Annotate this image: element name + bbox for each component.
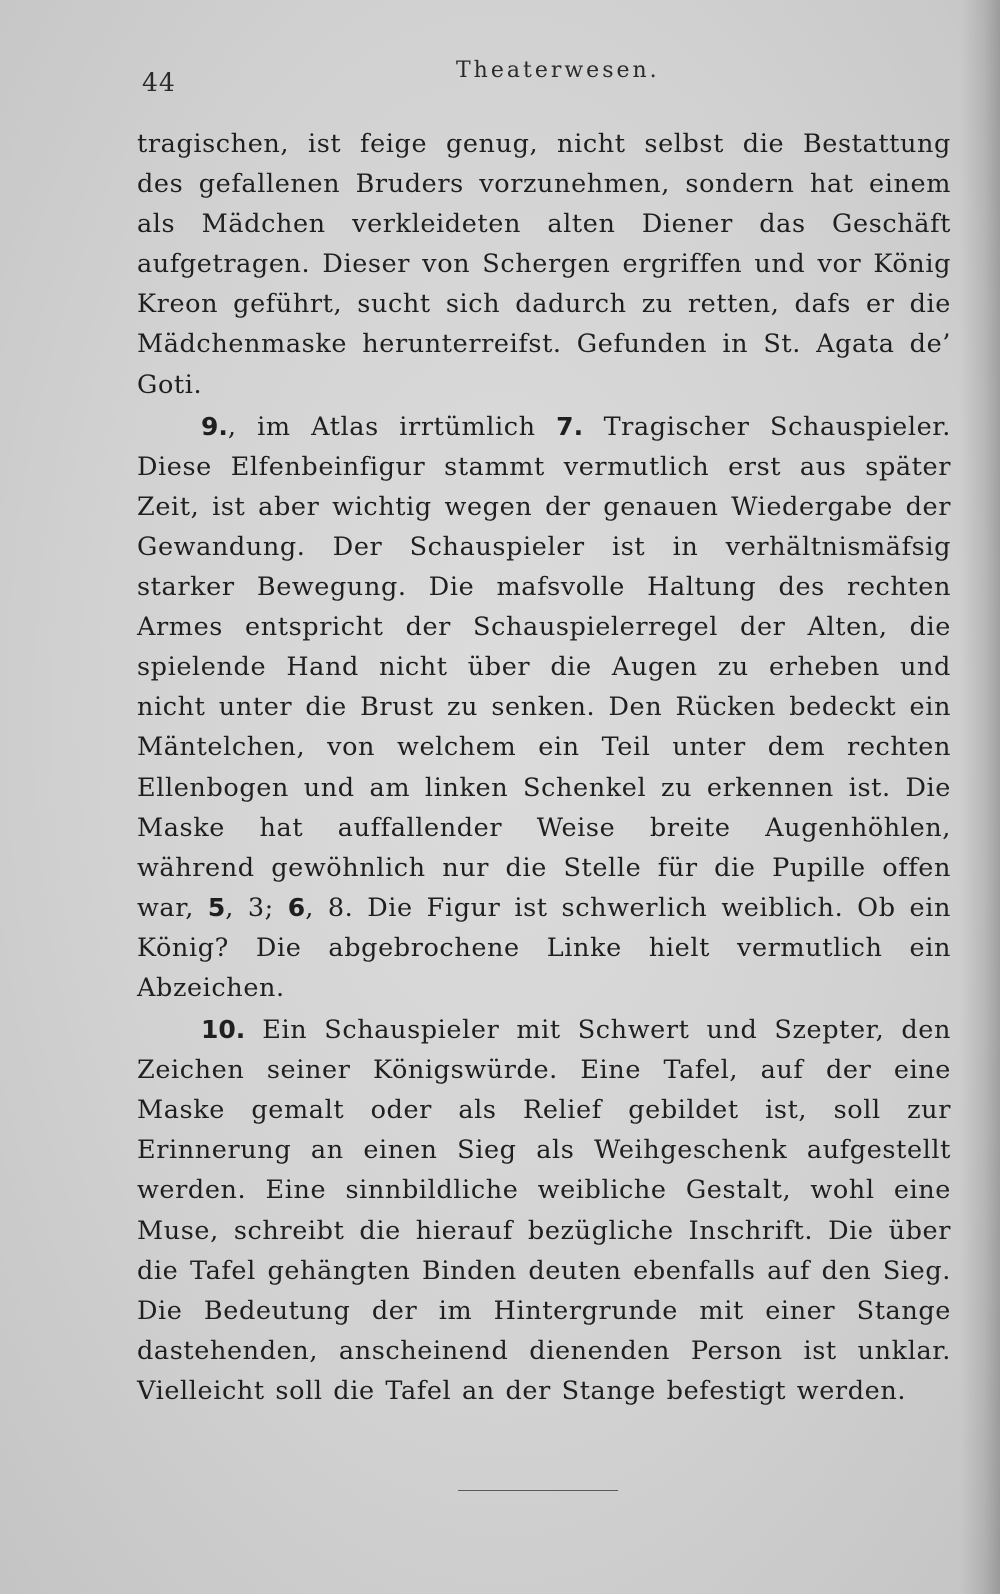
item-number: 10. — [201, 1015, 246, 1045]
page-number: 44 — [142, 68, 176, 97]
figure-reference: 5 — [207, 892, 226, 922]
item-number: 9. — [201, 411, 228, 441]
paragraph-item-9 — [137, 407, 951, 1008]
paragraph-text: , im Atlas irrtümlich — [227, 411, 557, 442]
paragraph-continuation: tragischen, ist feige genug, nicht selbst die Bestattung des gefallenen Bruders vorzunehmen, sondern hat einem als Mädchen verkleideten alten Diener das Geschäft aufgetragen. Dieser von Schergen ergriffen und vor König Kreon geführt, sucht sich dadurch zu retten, dafs er die Mädchenmaske herunterreifst. Gefunden in St. Agata de’ Goti. — [137, 129, 951, 400]
running-title: Theaterwesen. — [456, 58, 660, 83]
running-header — [142, 58, 942, 98]
paragraph-text: Ein Schauspieler mit Schwert und Szepter, den Zeichen seiner Königswürde. Eine Tafel, auf der eine Maske gemalt oder als Relief gebildet ist, soll zur Erinnerung an einen Sieg als Weihgeschenk aufgestellt werden. Eine sinnbildliche weibliche Gestalt, wohl eine Muse, schreibt die hierauf bezügliche Inschrift. Die über die Tafel gehängten Binden deuten ebenfalls auf den Sieg. Die Bedeutung der im Hintergrunde mit einer Stange dastehenden, anscheinend dienenden Person ist unklar. Vielleicht soll die Tafel an der Stange befestigt werden. — [137, 1015, 951, 1406]
paragraph-text: , 3; — [225, 892, 288, 923]
paragraph-item-10 — [137, 1010, 951, 1411]
paragraph-text: , 8. Die Figur ist schwerlich weiblich. Ob ein König? Die abgebrochene Linke hielt vermutlich ein Abzeichen. — [137, 892, 951, 1003]
page-edge-shadow — [960, 0, 1000, 1594]
paragraph-text: Tragischer Schauspieler. Diese Elfenbeinfigur stammt vermutlich erst aus später Zeit, ist aber wichtig wegen der genauen Wiedergabe der Gewandung. Der Schauspieler ist in verhältnismäfsig starker Bewegung. Die mafsvolle Haltung des rechten Armes entspricht der Schauspielerregel der Alten, die spielende Hand nicht über die Augen zu erheben und nicht unter die Brust zu senken. Den Rücken bedeckt ein Mäntelchen, von welchem ein Teil unter dem rechten Ellenbogen und am linken Schenkel zu erkennen ist. Die Maske hat auffallender Weise breite Augenhöhlen, während gewöhnlich nur die Stelle für die Pupille offen war, — [137, 411, 952, 923]
section-end-rule — [458, 1490, 618, 1491]
figure-reference: 6 — [287, 892, 306, 922]
body-text — [137, 124, 951, 1411]
atlas-number: 7. — [556, 411, 584, 441]
